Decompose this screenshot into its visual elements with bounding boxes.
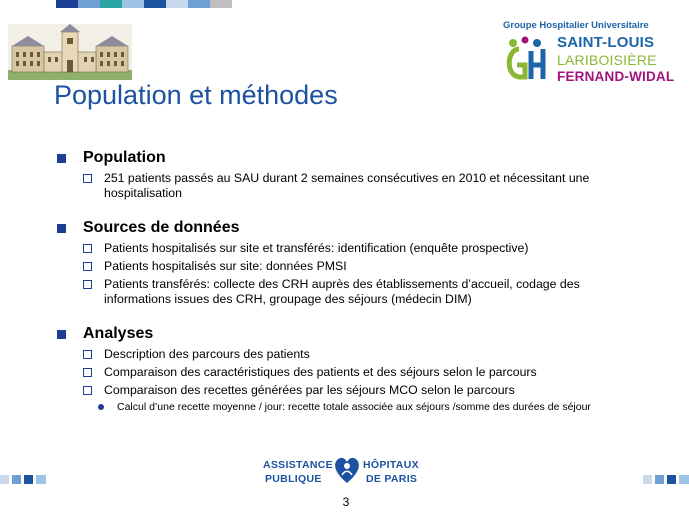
section-population (54, 148, 644, 201)
section-sources (54, 218, 644, 307)
aphp-logo (263, 455, 427, 487)
slide-title: Population et méthodes (54, 80, 338, 110)
list-item: Comparaison des caractéristiques des patients et des séjours selon le parcours (81, 365, 644, 380)
logo-group-name: Groupe Hospitalier Universitaire (503, 20, 649, 31)
list-item: 251 patients passés au SAU durant 2 semaines consécutives en 2010 et nécessitant une hospitalisation (81, 171, 644, 201)
aphp-logo-hopitaux: HÔPITAUX (363, 459, 419, 471)
box-bullet-icon (83, 262, 92, 271)
dot-bullet-icon (98, 404, 104, 410)
box-bullet-icon (83, 386, 92, 395)
page-number: 3 (342, 495, 350, 509)
top-color-strip (56, 0, 232, 8)
hospital-group-logo (499, 20, 684, 90)
list-item: Patients hospitalisés sur site: données PMSI (81, 259, 644, 274)
bullet-list (54, 347, 644, 398)
bullet-list (54, 241, 644, 307)
list-item: Description des parcours des patients (81, 347, 644, 362)
box-bullet-icon (83, 174, 92, 183)
section-analyses (54, 324, 644, 414)
aphp-heart-icon (333, 455, 361, 485)
footer-color-bars-right (643, 475, 689, 484)
square-bullet-icon (57, 224, 66, 233)
list-item: Patients transférés: collecte des CRH auprès des établissements d’accueil, codage des informations issues des CRH, groupage des séjours (médecin DIM) (81, 277, 644, 307)
square-bullet-icon (57, 330, 66, 339)
box-bullet-icon (83, 280, 92, 289)
list-item: Patients hospitalisés sur site et transférés: identification (enquête prospective) (81, 241, 644, 256)
aphp-logo-assistance: ASSISTANCE (263, 459, 333, 471)
bullet-list (54, 171, 644, 201)
sub-bullet-list (54, 401, 644, 414)
aphp-logo-publique: PUBLIQUE (265, 473, 322, 485)
section-title: Sources de données (83, 219, 240, 236)
section-title: Population (83, 149, 166, 166)
footer-color-bars-left (0, 475, 46, 484)
box-bullet-icon (83, 244, 92, 253)
sub-list-item: Calcul d’une recette moyenne / jour: recette totale associée aux séjours /somme des durées de séjour (98, 401, 644, 414)
square-bullet-icon (57, 154, 66, 163)
box-bullet-icon (83, 368, 92, 377)
gh-monogram-icon (503, 35, 551, 83)
list-item: Comparaison des recettes générées par les séjours MCO selon le parcours (81, 383, 644, 398)
slide-content (54, 148, 644, 416)
logo-line-fernand-widal: FERNAND-WIDAL (557, 69, 675, 84)
logo-line-lariboisiere: LARIBOISIÈRE (557, 52, 657, 68)
box-bullet-icon (83, 350, 92, 359)
section-title: Analyses (83, 325, 154, 342)
aphp-logo-de-paris: DE PARIS (366, 473, 418, 485)
hospital-building-illustration (8, 24, 132, 80)
logo-line-saint-louis: SAINT-LOUIS (557, 34, 655, 51)
